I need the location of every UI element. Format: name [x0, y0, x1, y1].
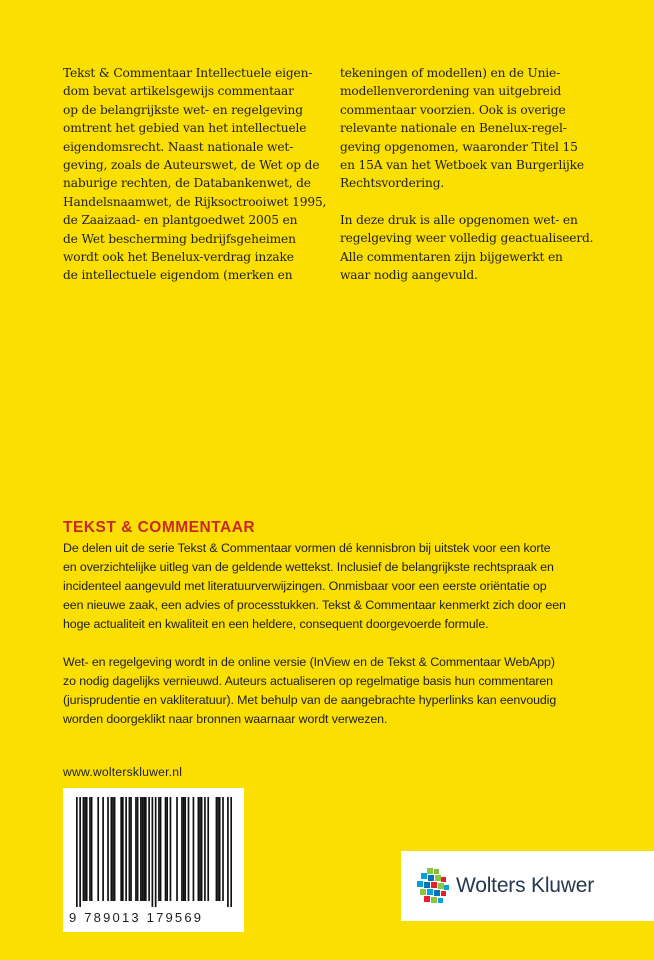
- barcode-bar: [199, 797, 201, 901]
- text-line: op de belangrijkste wet- en regelgeving: [63, 102, 303, 117]
- barcode-bar: [114, 797, 116, 901]
- barcode-bar: [129, 797, 131, 901]
- text-line: zo nodig dagelijks vernieuwd. Auteurs actualiseren op regelmatige basis hun commentaren: [63, 674, 553, 688]
- barcode-bar: [83, 797, 85, 901]
- text-line: de Wet bescherming bedrijfsgeheimen: [63, 231, 296, 246]
- barcode-bar: [145, 797, 147, 901]
- barcode-bar: [176, 797, 178, 901]
- barcode-bar: [193, 797, 195, 901]
- barcode-bar: [91, 797, 93, 901]
- barcode-bar: [207, 797, 209, 901]
- text-line: incidenteel aangevuld met literatuurverwijzingen. Onmisbaar voor een eerste oriëntatie op: [63, 579, 547, 593]
- barcode-bar: [120, 797, 122, 901]
- text-line: geving opgenomen, waaronder Titel 15: [340, 139, 578, 154]
- text-line: Tekst & Commentaar Intellectuele eigen-: [63, 66, 313, 80]
- text-line: regelgeving weer volledig geactualiseerd.: [340, 231, 594, 246]
- text-line: dom bevat artikelsgewijs commentaar: [63, 84, 294, 99]
- barcode-bar: [230, 797, 232, 907]
- barcode-bar: [155, 797, 157, 907]
- barcode-bar: [97, 797, 99, 901]
- barcode-bar: [107, 797, 109, 901]
- text-line: relevante nationale en Benelux-regel-: [340, 121, 567, 136]
- barcode-bar: [102, 797, 104, 901]
- wolters-kluwer-mosaic-icon: [417, 868, 449, 904]
- text-line: de Zaaizaad- en plantgoedwet 2005 en: [63, 213, 298, 228]
- barcode-bar: [217, 797, 219, 901]
- text-line: In deze druk is alle opgenomen wet- en: [340, 212, 578, 227]
- series-title: TEKST & COMMENTAAR: [63, 519, 256, 536]
- text-line: Alle commentaren zijn bijgewerkt en: [340, 249, 563, 264]
- barcode-bar: [165, 797, 167, 901]
- barcode-bar: [86, 797, 88, 901]
- text-line: modellenverordening van uitgebreid: [340, 84, 562, 99]
- text-line: eigendomsrecht. Naast nationale wet-: [63, 139, 294, 154]
- text-line: en overzichtelijke uitleg van de geldende wettekst. Inclusief de belangrijkste rechtspraak en: [63, 560, 554, 574]
- text-line: commentaar voorzien. Ook is overige: [340, 102, 566, 117]
- barcode-bar: [84, 797, 86, 901]
- series-section: [63, 518, 633, 729]
- logo-wordmark: Wolters Kluwer: [456, 874, 595, 897]
- barcode-bars: [76, 797, 232, 907]
- barcode-bar: [143, 797, 145, 901]
- barcode-bar: [140, 797, 142, 901]
- barcode-bar: [135, 797, 137, 901]
- publisher-logo: [401, 851, 654, 921]
- barcode-bar: [148, 797, 150, 901]
- barcode-bar: [227, 797, 229, 907]
- barcode-bar: [166, 797, 168, 901]
- barcode-bar: [181, 797, 183, 901]
- intro-paragraph-2: [340, 211, 630, 285]
- barcode-bar: [89, 797, 91, 901]
- website-url: www.wolterskluwer.nl: [63, 765, 183, 779]
- barcode-bar: [183, 797, 185, 901]
- text-line: De delen uit de serie Tekst & Commentaar vormen dé kennisbron bij uitstek voor een korte: [63, 541, 551, 555]
- barcode-bar: [142, 797, 144, 901]
- text-line: (jurisprudentie en vakliteratuur). Met behulp van de aangebrachte hyperlinks kan eenvoudig: [63, 693, 557, 707]
- barcode-bar: [130, 797, 132, 901]
- intro-left-column: [63, 64, 325, 285]
- text-line: Wet- en regelgeving wordt in de online versie (InView en de Tekst & Commentaar WebApp): [63, 655, 555, 669]
- series-paragraph-2: [63, 653, 633, 729]
- barcode-bar: [160, 797, 162, 901]
- text-line: de intellectuele eigendom (merken en: [63, 268, 293, 283]
- text-line: Rechtsvordering.: [340, 176, 445, 191]
- barcode-bar: [152, 797, 154, 907]
- barcode-bar: [222, 797, 224, 901]
- barcode-bar: [219, 797, 221, 901]
- isbn-number: 9 789013 179569: [69, 910, 204, 925]
- series-paragraph-1: [63, 539, 633, 634]
- text-line: en 15A van het Wetboek van Burgerlijke: [340, 158, 584, 173]
- text-line: tekeningen of modellen) en de Unie-: [340, 66, 561, 80]
- barcode-bar: [216, 797, 218, 901]
- barcode-bar: [110, 797, 112, 901]
- barcode-bar: [112, 797, 114, 901]
- barcode-bar: [184, 797, 186, 901]
- text-line: wordt ook het Benelux-verdrag inzake: [63, 250, 294, 265]
- isbn-barcode: [63, 788, 244, 932]
- barcode-bar: [79, 797, 81, 907]
- text-line: naburige rechten, de Databankenwet, de: [63, 176, 311, 191]
- barcode-bar: [188, 797, 190, 901]
- barcode-bar: [170, 797, 172, 901]
- barcode-bar: [198, 797, 200, 901]
- text-line: hoge actualiteit en kwaliteit en een heldere, consequent doorgevoerde formule.: [63, 617, 489, 631]
- barcode-bar: [122, 797, 124, 901]
- text-line: Handelsnaamwet, de Rijksoctrooiwet 1995,: [63, 194, 327, 209]
- intro-right-column: [340, 64, 630, 284]
- barcode-bar: [201, 797, 203, 901]
- text-line: geving, zoals de Auteurswet, de Wet op de: [63, 158, 320, 173]
- barcode-bar: [76, 797, 78, 907]
- intro-paragraph-1: [63, 64, 325, 285]
- text-line: worden doorgeklikt naar bronnen waarnaar wordt verwezen.: [63, 712, 388, 726]
- text-line: waar nodig aangevuld.: [340, 268, 478, 283]
- text-line: omtrent het gebied van het intellectuele: [63, 121, 307, 136]
- barcode-bar: [204, 797, 206, 901]
- barcode-bar: [125, 797, 127, 901]
- barcode-bar: [158, 797, 160, 901]
- intro-paragraph-1-continued: [340, 64, 630, 193]
- text-line: een nieuwe zaak, een advies of processtukken. Tekst & Commentaar kenmerkt zich door een: [63, 598, 566, 612]
- barcode-bar: [137, 797, 139, 901]
